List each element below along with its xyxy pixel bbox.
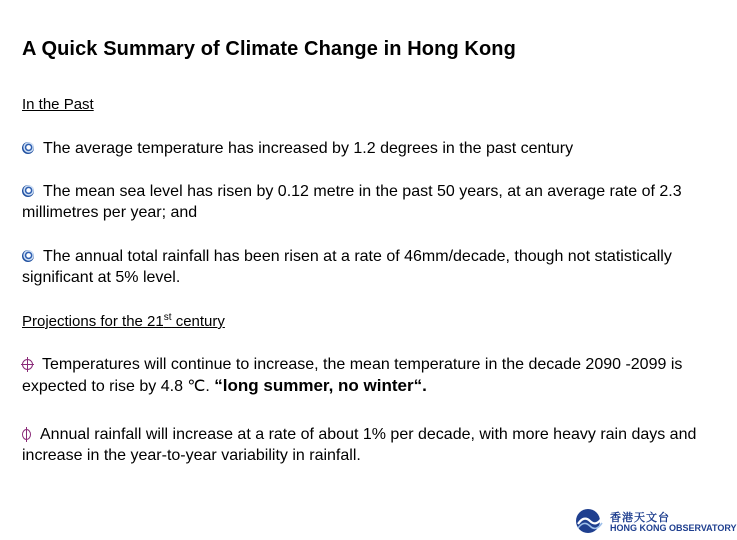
projections-heading-sup: st	[163, 312, 172, 323]
slide-title: A Quick Summary of Climate Change in Hong Kong	[22, 38, 516, 60]
past-item-3-text: The annual total rainfall has been risen at a rate of 46mm/decade, though not statistically significant at 5% level.	[22, 248, 672, 286]
past-item-2	[22, 181, 702, 223]
past-item-2-text: The mean sea level has risen by 0.12 metre in the past 50 years, at an average rate of 2.3 millimetres per year; and	[22, 183, 682, 221]
projection-item-2-text: Annual rainfall will increase at a rate of about 1% per decade, with more heavy rain days and increase in the year-to-year variability in rainfall.	[22, 426, 697, 464]
projection-item-1-text: Temperatures will continue to increase, the mean temperature in the decade 2090 -2099 is expected to rise by 4.8 ℃.	[22, 356, 683, 395]
projections-heading-suffix: century	[171, 313, 225, 330]
crossed-circle-bullet-icon	[22, 359, 33, 370]
projection-item-2	[22, 424, 702, 466]
swirl-bullet-icon	[22, 142, 34, 154]
logo-english-name: HONG KONG OBSERVATORY	[610, 523, 737, 533]
phi-bullet-icon	[22, 429, 31, 440]
past-heading: In the Past	[22, 96, 94, 113]
swirl-bullet-icon	[22, 185, 34, 197]
hko-emblem-icon	[574, 507, 604, 535]
projections-heading	[22, 312, 225, 330]
past-item-1	[22, 138, 702, 159]
past-item-1-text: The average temperature has increased by 1.2 degrees in the past century	[43, 140, 574, 157]
logo-chinese-name: 香港天文台	[610, 512, 670, 524]
projections-heading-prefix: Projections for the 21	[22, 313, 164, 330]
hko-logo	[574, 507, 737, 537]
projection-item-1	[22, 354, 702, 397]
projection-item-1-emphasis: “long summer, no winter“.	[214, 376, 427, 395]
swirl-bullet-icon	[22, 250, 34, 262]
past-item-3	[22, 246, 702, 288]
